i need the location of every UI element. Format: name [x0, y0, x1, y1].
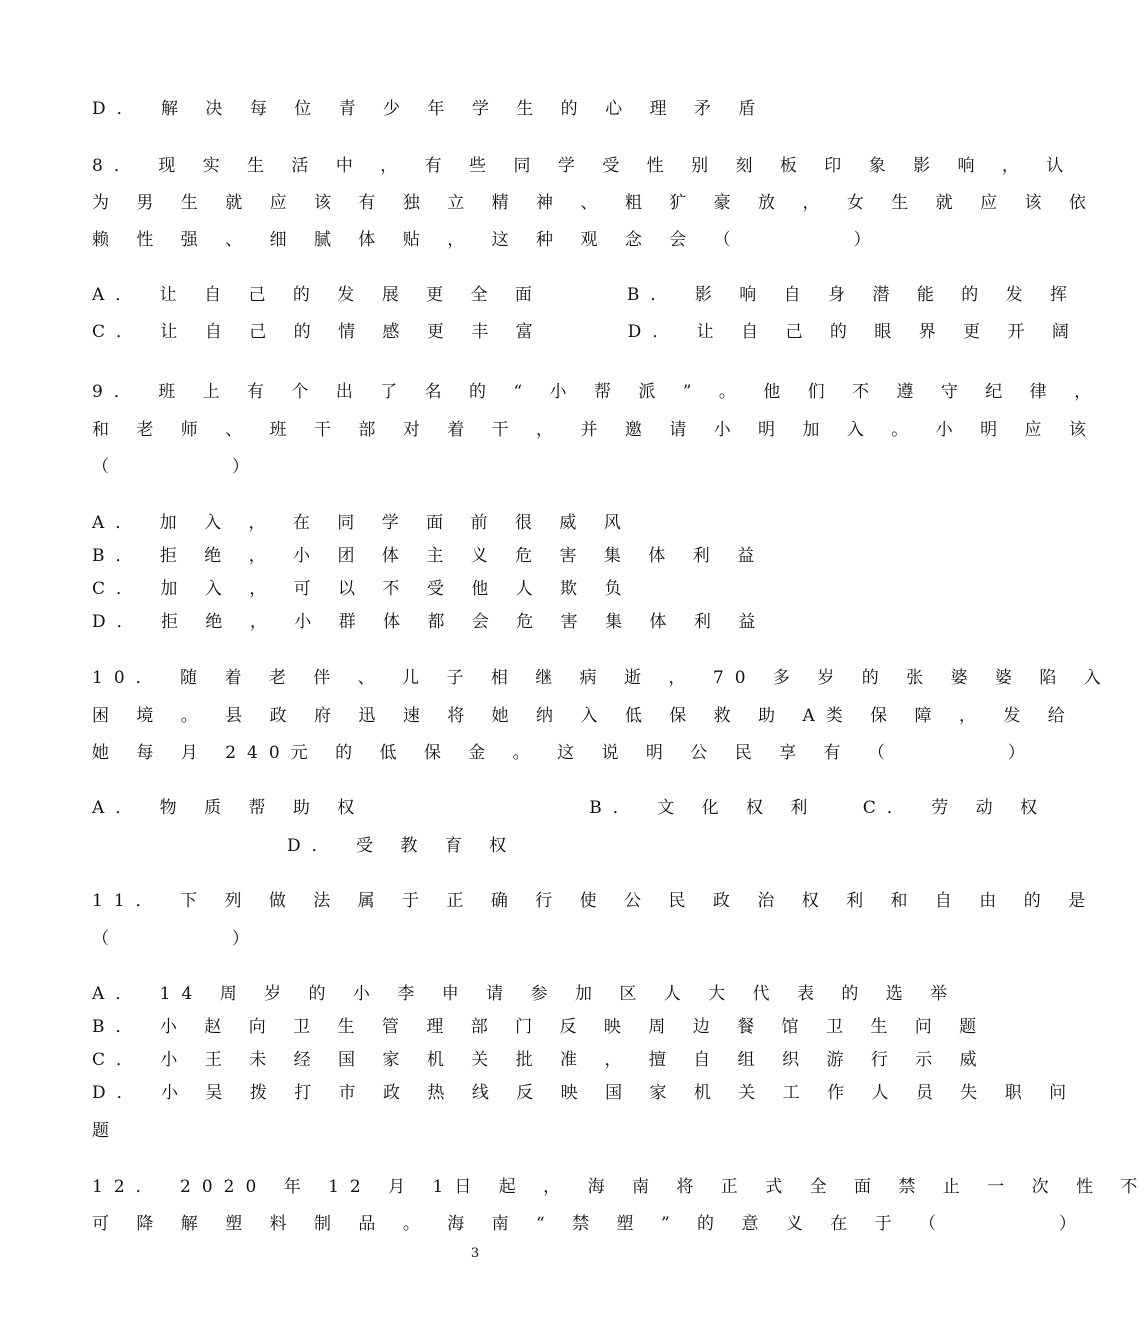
question-9-line-2: 和 老 师 、 班 干 部 对 着 干 ， 并 邀 请 小 明 加 入 。 小 明 应 该	[92, 420, 1097, 440]
question-10-line-3: 她 每 月 240元 的 低 保 金 。 这 说 明 公 民 享 有 （ ）	[92, 743, 1036, 763]
question-8-line-3: 赖 性 强 、 细 腻 体 贴 ， 这 种 观 念 会 （ ）	[92, 230, 882, 250]
question-12-line-2: 可 降 解 塑 料 制 品 。 海 南 “ 禁 塑 ” 的 意 义 在 于 （ ）	[92, 1214, 1088, 1234]
question-11-line-2: （ ）	[92, 929, 260, 949]
question-10-option-d: D． 受 教 育 权	[287, 836, 518, 856]
question-9-line-3: （ ）	[92, 457, 260, 477]
question-11-option-b: B． 小 赵 向 卫 生 管 理 部 门 反 映 周 边 餐 馆 卫 生 问 题	[92, 1017, 988, 1037]
question-9-option-c: C． 加 入 ， 可 以 不 受 他 人 欺 负	[92, 579, 633, 599]
question-11-option-d-cont: 题	[92, 1121, 120, 1141]
question-8-line-2: 为 男 生 就 应 该 有 独 立 精 神 、 粗 犷 豪 放 ， 女 生 就 应 该 依	[92, 193, 1097, 213]
question-8-options-ab: A． 让 自 己 的 发 展 更 全 面 B． 影 响 自 身 潜 能 的 发 挥	[92, 285, 1079, 305]
question-10-line-2: 困 境 。 县 政 府 迅 速 将 她 纳 入 低 保 救 助 A类 保 障 ， 发 给	[92, 706, 1076, 726]
question-10-options-abc: A． 物 质 帮 助 权 B． 文 化 权 利 C． 劳 动 权	[92, 798, 1049, 818]
question-11-option-c: C． 小 王 未 经 国 家 机 关 批 准 ， 擅 自 组 织 游 行 示 威	[92, 1050, 988, 1070]
question-9-line-1: 9． 班 上 有 个 出 了 名 的 “ 小 帮 派 ” 。 他 们 不 遵 守 纪 律 ，	[92, 382, 1103, 402]
question-8-line-1: 8． 现 实 生 活 中 ， 有 些 同 学 受 性 别 刻 板 印 象 影 响 ， 认	[92, 156, 1075, 176]
page-number: 3	[470, 1246, 480, 1261]
question-12-line-1: 12． 2020 年 12 月 1日 起 ， 海 南 将 正 式 全 面 禁 止 一 次 性 不	[92, 1177, 1148, 1197]
question-11-option-a: A． 14 周 岁 的 小 李 申 请 参 加 区 人 大 代 表 的 选 举	[92, 984, 959, 1004]
question-9-option-a: A． 加 入 ， 在 同 学 面 前 很 威 风	[92, 513, 632, 533]
question-8-options-cd: C． 让 自 己 的 情 感 更 丰 富 D． 让 自 己 的 眼 界 更 开 阔	[92, 322, 1080, 342]
question-11-option-d: D． 小 吴 拨 打 市 政 热 线 反 映 国 家 机 关 工 作 人 员 失 职 问	[92, 1083, 1078, 1103]
question-10-line-1: 10． 随 着 老 伴 、 儿 子 相 继 病 逝 ， 70 多 岁 的 张 婆 婆 陷 入	[92, 668, 1112, 688]
question-9-option-b: B． 拒 绝 ， 小 团 体 主 义 危 害 集 体 利 益	[92, 546, 766, 566]
option-d-line: D． 解 决 每 位 青 少 年 学 生 的 心 理 矛 盾	[92, 99, 767, 119]
question-11-line-1: 11． 下 列 做 法 属 于 正 确 行 使 公 民 政 治 权 利 和 自 由 的 是	[92, 891, 1097, 911]
question-9-option-d: D． 拒 绝 ， 小 群 体 都 会 危 害 集 体 利 益	[92, 612, 767, 632]
